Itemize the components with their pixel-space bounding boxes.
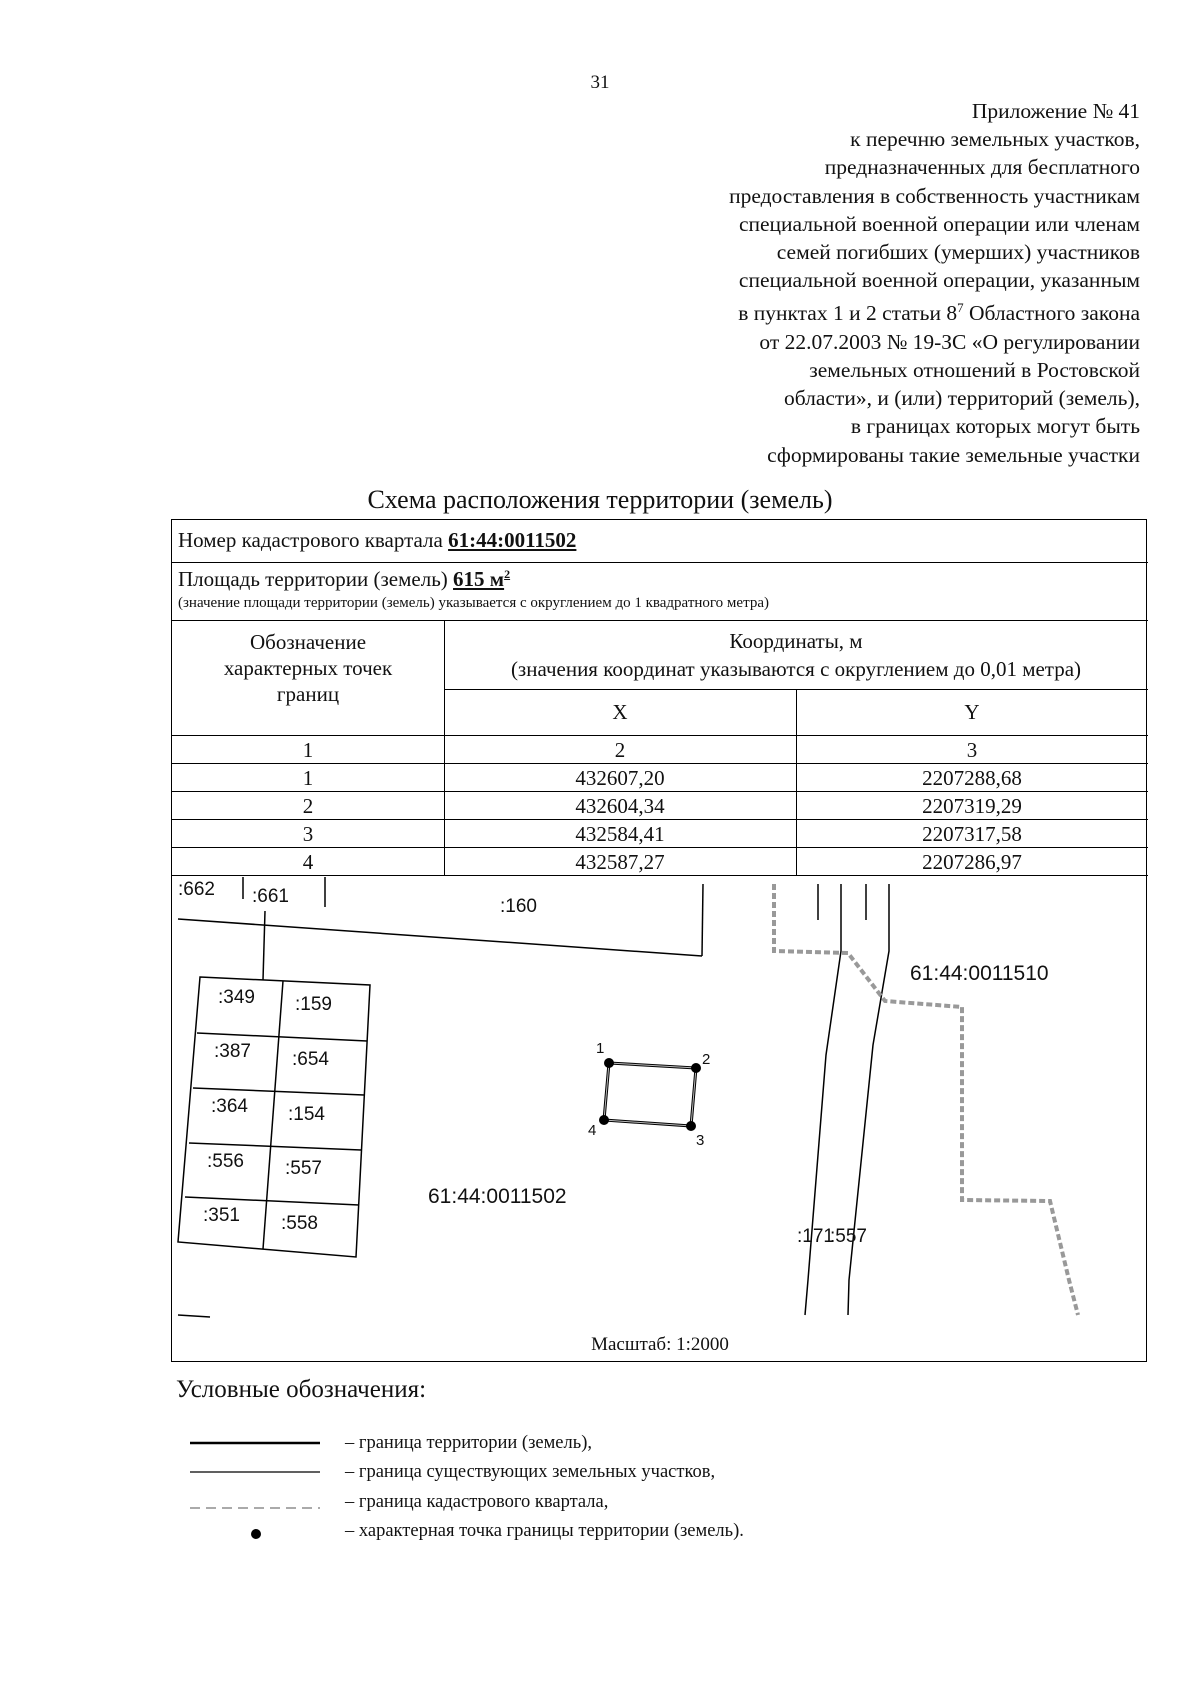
area-note: (значение площади территории (земель) указывается с округлением до 1 квадратного метра) [178,595,769,611]
parcel-label: :364 [211,1096,248,1117]
y-cell: 2207319,29 [922,794,1022,818]
quarter-labels [428,962,1049,1208]
point-label-3: 3 [696,1132,705,1149]
map-scale: Масштаб: 1:2000 [591,1334,729,1355]
point-id-cell: 2 [302,794,314,818]
legend-parcel-line [190,1469,320,1475]
parcel-boundary [189,1143,361,1150]
parcel-boundary [197,1033,367,1041]
parcel-label: :171 [797,1226,834,1247]
annex-line: сформированы такие земельные участки [767,442,1140,467]
parcel-label: :159 [295,994,332,1015]
scheme-title: Схема расположения территории (земель) [367,485,833,514]
annex-line-text: в пунктах 1 и 2 статьи 8 [738,301,958,326]
table-divider [172,819,1148,820]
legend-territory-line [190,1440,320,1446]
parcel-label: :661 [252,886,289,907]
parcel-label: :387 [214,1041,251,1062]
road-boundary [848,884,889,1315]
boundary-point-4 [599,1115,609,1125]
area-row [178,567,510,592]
road-boundary [805,884,841,1315]
legend-point-icon [190,1527,320,1541]
points-header [172,629,444,707]
parcel-label: :662 [178,879,215,900]
x-cell: 432607,20 [575,766,665,790]
parcel-label: :557 [830,1226,867,1247]
parcel-label: :556 [207,1151,244,1172]
point-label-2: 2 [702,1051,711,1068]
annex-line: к перечню земельных участков, [850,127,1140,152]
parcel-boundary [263,911,265,980]
area-label: Площадь территории (земель) [178,567,454,591]
quarter-label-adjacent: 61:44:0011510 [910,962,1049,985]
point-id-cell: 1 [302,766,314,790]
y-cell: 2207286,97 [922,850,1022,874]
index-cell: 3 [966,738,978,762]
point-label-1: 1 [596,1040,605,1057]
table-divider [172,763,1148,764]
parcel-boundary [702,884,703,956]
annex-heading [580,97,1140,469]
point-label-4: 4 [588,1122,597,1139]
parcel-boundary [185,1197,359,1205]
point-id-cell: 4 [302,850,314,874]
legend-quarter-line [190,1505,320,1511]
territory-boundary-inner [604,1063,696,1126]
points-header-line: границ [276,682,340,706]
cadastral-map [172,875,1146,1330]
x-cell: 432604,34 [575,794,665,818]
parcel-label: :557 [285,1158,322,1179]
coords-header: Координаты, м [729,629,863,653]
quarter-value: 61:44:0011502 [448,528,577,552]
annex-superscript: 7 [957,300,964,316]
table-divider [172,562,1148,563]
parcel-boundary [193,1088,364,1095]
quarter-label-main: 61:44:0011502 [428,1185,567,1208]
table-divider [172,847,1148,848]
annex-line: земельных отношений в Ростовской [809,357,1140,382]
boundary-point-2 [691,1063,701,1073]
boundary-point-1 [604,1058,614,1068]
points-header-line: Обозначение [249,630,367,654]
area-value: 615 м [453,567,505,591]
y-header: Y [964,700,980,724]
parcel-boundary [263,981,283,1249]
quarter-label: Номер кадастрового квартала [178,528,449,552]
parcel-boundary [178,919,702,956]
index-cell: 2 [614,738,626,762]
annex-line: специальной военной операции или членам [738,211,1140,236]
parcel-label: :349 [218,987,255,1008]
annex-line: предназначенных для бесплатного [824,155,1140,180]
annex-line: области», и (или) территорий (земель), [783,386,1140,411]
page-number: 31 [590,72,610,93]
legend-text: – граница территории (земель), [345,1433,592,1453]
parcel-label: :160 [500,896,537,917]
points-header-line: характерных точек [223,656,393,680]
quarter-boundary [774,884,1078,1315]
x-cell: 432587,27 [575,850,665,874]
table-divider [172,620,1148,621]
legend-text: – граница существующих земельных участков, [345,1462,716,1482]
legend-text: – граница кадастрового квартала, [345,1492,609,1512]
y-cell: 2207288,68 [922,766,1022,790]
annex-line: Приложение № 41 [971,99,1140,123]
annex-line: в границах которых могут быть [850,414,1140,439]
table-divider [172,791,1148,792]
area-superscript: 2 [504,567,511,581]
parcel-label: :351 [203,1205,240,1226]
coords-note: (значения координат указываются с округлением до 0,01 метра) [510,657,1082,681]
annex-line: предоставления в собственность участникам [729,183,1140,208]
quarter-row [178,528,576,553]
annex-line: специальной военной операции, указанным [738,268,1140,293]
parcel-label: :154 [288,1104,325,1125]
parcel-label: :558 [281,1213,318,1234]
index-cell: 1 [302,738,314,762]
x-cell: 432584,41 [575,822,665,846]
annex-line-tail: Областного закона [963,301,1140,326]
annex-line [580,294,1140,327]
x-header: X [612,700,628,724]
scheme-frame [171,519,1147,1362]
annex-line: от 22.07.2003 № 19-ЗС «О регулировании [759,329,1140,354]
point-id-cell: 3 [302,822,314,846]
boundary-point-3 [686,1121,696,1131]
legend-title: Условные обозначения: [176,1376,427,1403]
territory-boundary [604,1063,696,1126]
table-divider [172,735,1148,736]
legend-text: – характерная точка границы территории (земель). [345,1521,744,1541]
parcel-boundary [178,1315,210,1317]
annex-line: семей погибших (умерших) участников [776,240,1140,265]
parcel-boundaries [178,877,889,1317]
parcel-label: :654 [292,1049,329,1070]
y-cell: 2207317,58 [922,822,1022,846]
